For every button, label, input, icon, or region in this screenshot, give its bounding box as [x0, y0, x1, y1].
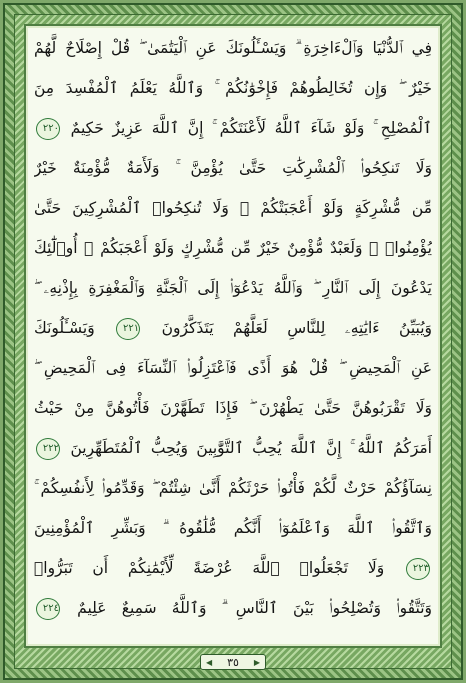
text-line: [34, 312, 432, 344]
line-text: يَدْعُونَ إِلَى ٱلنَّارِ ۖ وَٱللَّهُ يَدْعُوٓا۟ إِلَى ٱلْجَنَّةِ وَٱلْمَغْفِرَةِ بِإِذْنِهِۦ ۖ: [34, 279, 432, 297]
text-line: [34, 32, 432, 64]
line-text: وَلَا تَنكِحُوا۟ ٱلْمُشْرِكَٰتِ حَتَّىٰ يُؤْمِنَّ ۚ وَلَأَمَةٌ مُّؤْمِنَةٌ خَيْرٌ: [34, 159, 432, 177]
ayah-number-marker: ٢٢١: [116, 318, 140, 340]
line-text: نِسَآؤُكُمْ حَرْثٌ لَّكُمْ فَأْتُوا۟ حَرْثَكُمْ أَنَّىٰ شِئْتُمْ ۖ وَقَدِّمُوا۟ لِأَنفُسِكُمْ ۚ: [34, 479, 432, 497]
line-text: فِي ٱلدُّنْيَا وَٱلْءَاخِرَةِ ۗ وَيَسْـَٔلُونَكَ عَنِ ٱلْيَتَٰمَىٰ ۖ قُلْ إِصْلَاحٌ لَّهُمْ: [34, 39, 432, 57]
text-line: [34, 432, 432, 464]
ayah-number-marker: ٢٢٢: [36, 438, 60, 460]
text-line: [34, 272, 432, 304]
line-text: أَمَرَكُمُ ٱللَّهُ ۚ إِنَّ ٱللَّهَ يُحِبُّ ٱلتَّوَّٰبِينَ وَيُحِبُّ ٱلْمُتَطَهِّرِينَ: [70, 439, 432, 457]
page-number-box: [200, 654, 266, 670]
line-text-tail: وَيَسْـَٔلُونَكَ: [34, 319, 95, 337]
text-line: [34, 72, 432, 104]
text-line: [34, 232, 432, 264]
line-text: وَلَا تَجْعَلُوا۟ ٱللَّهَ عُرْضَةً لِّأَيْمَٰنِكُمْ أَن تَبَرُّوا۟: [34, 559, 385, 577]
text-line: [34, 192, 432, 224]
left-arrow-icon[interactable]: ◀: [206, 657, 213, 667]
line-text: وَلَا تَقْرَبُوهُنَّ حَتَّىٰ يَطْهُرْنَ ۖ فَإِذَا تَطَهَّرْنَ فَأْتُوهُنَّ مِنْ حَيْثُ: [34, 399, 432, 417]
ayah-number-marker: ٢٢٤: [36, 598, 60, 620]
quran-text: [34, 32, 432, 640]
line-text: يُؤْمِنُوا۟ ۚ وَلَعَبْدٌ مُّؤْمِنٌ خَيْرٌ مِّن مُّشْرِكٍ وَلَوْ أَعْجَبَكُمْ ۗ أُو۟لَٰٓئِكَ: [34, 239, 432, 257]
text-line: [34, 592, 432, 624]
line-text: خَيْرٌ ۖ وَإِن تُخَالِطُوهُمْ فَإِخْوَٰنُكُمْ ۚ وَٱللَّهُ يَعْلَمُ ٱلْمُفْسِدَ مِنَ: [34, 79, 432, 97]
ayah-number-marker: ٢٢٣: [406, 558, 430, 580]
ayah-number-marker: ٢٢٠: [36, 118, 60, 140]
text-line: [34, 352, 432, 384]
text-line: [34, 112, 432, 144]
text-panel: [24, 24, 442, 648]
line-text: وَتَتَّقُوا۟ وَتُصْلِحُوا۟ بَيْنَ ٱلنَّاسِ ۗ وَٱللَّهُ سَمِيعٌ عَلِيمٌ: [77, 599, 432, 617]
line-text: وَيُبَيِّنُ ءَايَٰتِهِۦ لِلنَّاسِ لَعَلَّهُمْ يَتَذَكَّرُونَ: [161, 319, 432, 337]
page-footer: [0, 652, 466, 672]
text-line: [34, 552, 432, 584]
page-number: ٣٥: [227, 655, 239, 669]
line-text: عَنِ ٱلْمَحِيضِ ۖ قُلْ هُوَ أَذًى فَٱعْتَزِلُوا۟ ٱلنِّسَآءَ فِى ٱلْمَحِيضِ ۖ: [34, 359, 432, 377]
line-text: وَٱتَّقُوا۟ ٱللَّهَ وَٱعْلَمُوٓا۟ أَنَّكُم مُّلَٰقُوهُ ۗ وَبَشِّرِ ٱلْمُؤْمِنِينَ: [34, 519, 432, 537]
line-text: ٱلْمُصْلِحِ ۚ وَلَوْ شَآءَ ٱللَّهُ لَأَعْنَتَكُمْ ۚ إِنَّ ٱللَّهَ عَزِيزٌ حَكِيمٌ: [70, 119, 432, 137]
text-line: [34, 512, 432, 544]
text-line: [34, 152, 432, 184]
text-line: [34, 472, 432, 504]
right-arrow-icon[interactable]: ▶: [253, 657, 260, 667]
line-text: مِّن مُّشْرِكَةٍ وَلَوْ أَعْجَبَتْكُمْ ۗ وَلَا تُنكِحُوا۟ ٱلْمُشْرِكِينَ حَتَّىٰ: [34, 199, 432, 217]
text-line: [34, 392, 432, 424]
